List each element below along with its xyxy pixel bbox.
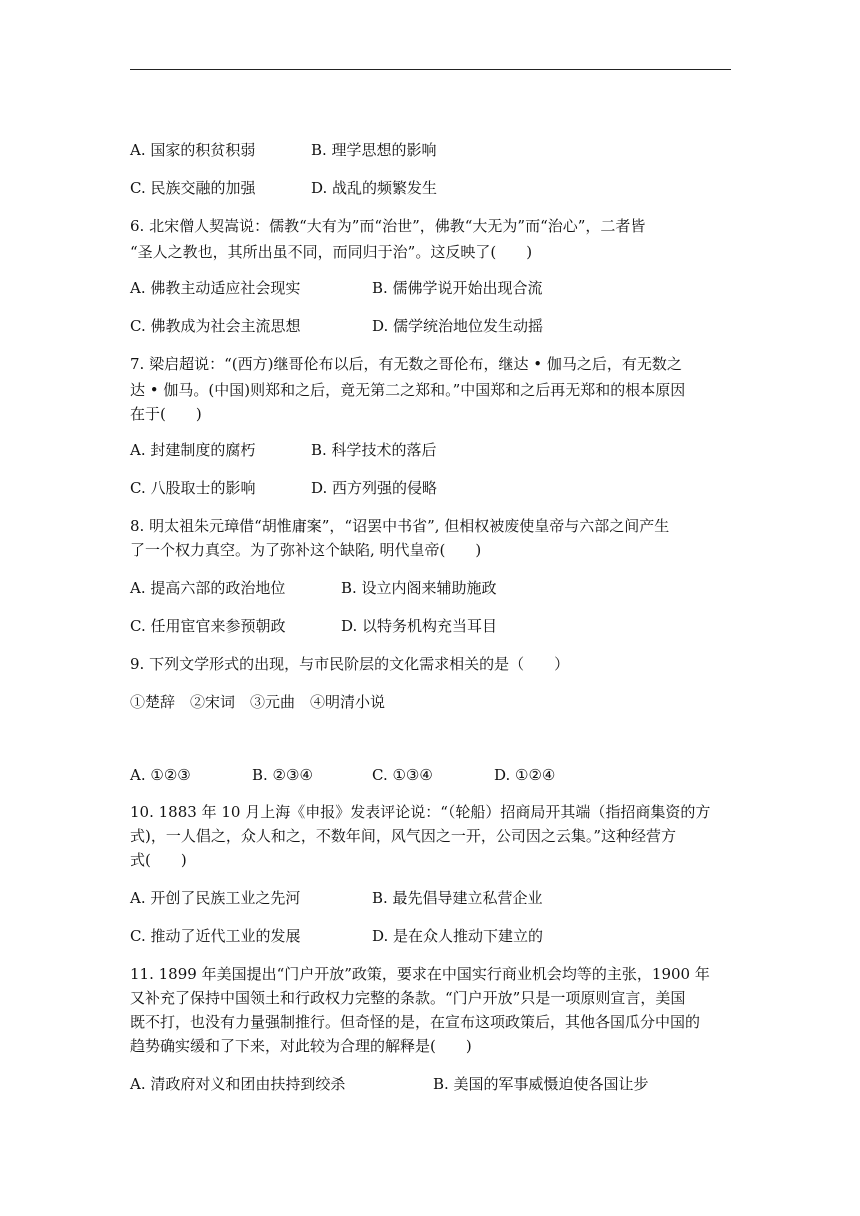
- q7-stem-line-1: 7. 梁启超说：“(西方)继哥伦布以后，有无数之哥伦布，继达 • 伽马之后，有无数之: [130, 355, 682, 373]
- q7-stem-line-3: 在于( ): [130, 405, 202, 423]
- q7-stem-line-2: 达 • 伽马。(中国)则郑和之后，竟无第二之郑和。”中国郑和之后再无郑和的根本原因: [130, 381, 686, 399]
- q5-option-b: B. 理学思想的影响: [311, 141, 437, 159]
- q11-stem-line-2: 又补充了保持中国领土和行政权力完整的条款。“门户开放”只是一项原则宣言，美国: [130, 989, 686, 1007]
- q9-option-c: C. ①③④: [372, 766, 433, 784]
- q7-option-c: C. 八股取士的影响: [130, 479, 256, 497]
- q9-option-a: A. ①②③: [130, 766, 191, 784]
- q8-stem-line-2: 了一个权力真空。为了弥补这个缺陷, 明代皇帝( ): [130, 541, 482, 559]
- q9-items: ①楚辞 ②宋词 ③元曲 ④明清小说: [130, 693, 386, 711]
- q9-stem: 9. 下列文学形式的出现，与市民阶层的文化需求相关的是（ ）: [130, 655, 570, 673]
- q11-stem-line-1: 11. 1899 年美国提出“门户开放”政策，要求在中国实行商业机会均等的主张，1900 年: [130, 965, 710, 983]
- q8-option-a: A. 提高六部的政治地位: [130, 579, 286, 597]
- q10-stem-line-3: 式( ): [130, 851, 187, 869]
- q6-stem-line-1: 6. 北宋僧人契嵩说：儒教“大有为”而“治世”，佛教“大无为”而“治心”，二者皆: [130, 217, 646, 235]
- q6-option-c: C. 佛教成为社会主流思想: [130, 317, 301, 335]
- q8-option-d: D. 以特务机构充当耳目: [341, 617, 498, 635]
- q10-option-c: C. 推动了近代工业的发展: [130, 927, 301, 945]
- q7-option-d: D. 西方列强的侵略: [311, 479, 438, 497]
- q6-stem-line-2: “圣人之教也，其所出虽不同，而同归于治”。这反映了( ): [130, 243, 533, 261]
- q5-option-d: D. 战乱的频繁发生: [311, 179, 438, 197]
- q8-option-c: C. 任用宦官来参预朝政: [130, 617, 286, 635]
- q11-stem-line-4: 趋势确实缓和了下来，对此较为合理的解释是( ): [130, 1037, 472, 1055]
- q6-option-a: A. 佛教主动适应社会现实: [130, 279, 301, 297]
- q8-stem-line-1: 8. 明太祖朱元璋借“胡惟庸案”，“诏罢中书省”, 但相权被废使皇帝与六部之间产生: [130, 517, 670, 535]
- q10-option-b: B. 最先倡导建立私营企业: [372, 889, 543, 907]
- q5-option-c: C. 民族交融的加强: [130, 179, 256, 197]
- q6-option-b: B. 儒佛学说开始出现合流: [372, 279, 543, 297]
- q11-option-a: A. 清政府对义和团由扶持到绞杀: [130, 1075, 346, 1093]
- q11-option-b: B. 美国的军事威慑迫使各国让步: [433, 1075, 649, 1093]
- q10-option-a: A. 开创了民族工业之先河: [130, 889, 301, 907]
- q8-option-b: B. 设立内阁来辅助施政: [341, 579, 497, 597]
- q6-option-d: D. 儒学统治地位发生动摇: [372, 317, 544, 335]
- q9-option-b: B. ②③④: [252, 766, 313, 784]
- q7-option-a: A. 封建制度的腐朽: [130, 441, 256, 459]
- q7-option-b: B. 科学技术的落后: [311, 441, 437, 459]
- q9-option-d: D. ①②④: [494, 766, 556, 784]
- q5-option-a: A. 国家的积贫积弱: [130, 141, 256, 159]
- q11-stem-line-3: 既不打，也没有力量强制推行。但奇怪的是，在宣布这项政策后，其他各国瓜分中国的: [130, 1013, 701, 1031]
- q10-stem-line-2: 式)，一人倡之，众人和之，不数年间，风气因之一开，公司因之云集。”这种经营方: [130, 827, 677, 845]
- q10-stem-line-1: 10. 1883 年 10 月上海《申报》发表评论说：“（轮船）招商局开其端（指招商集资的方: [130, 803, 711, 821]
- q10-option-d: D. 是在众人推动下建立的: [372, 927, 544, 945]
- header-rule: [130, 69, 731, 70]
